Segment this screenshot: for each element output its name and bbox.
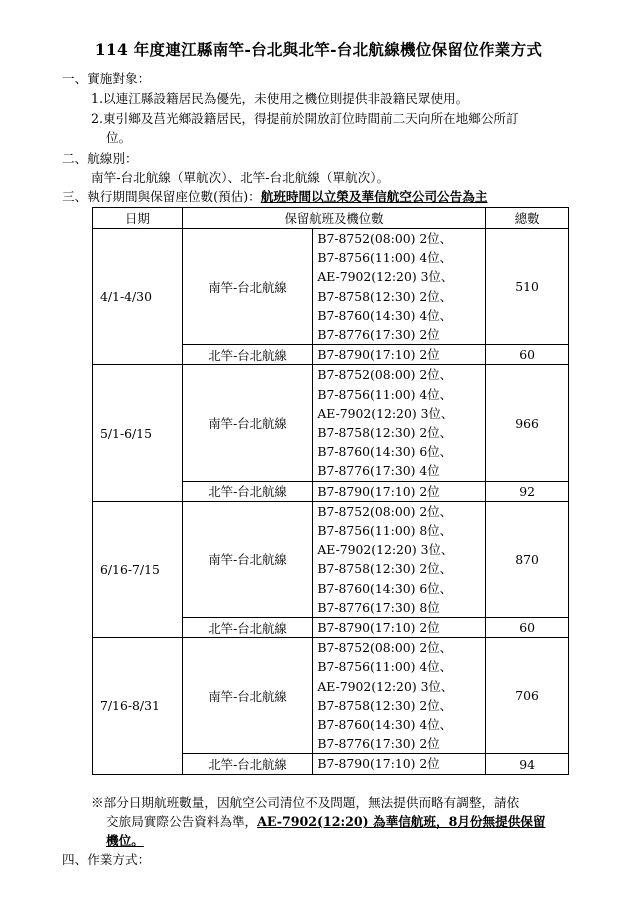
route-beigan: 北竿-台北航線 [182, 481, 313, 501]
period-date: 7/16-8/31 [93, 638, 183, 774]
flight-entry: B7-8760(14:30) 6位、 [317, 580, 453, 596]
flight-entry: B7-8776(17:30) 2位 [317, 736, 440, 752]
flight-entry: B7-8760(14:30) 4位、 [317, 307, 453, 323]
section4-heading: 四、作業方式： [62, 852, 151, 867]
page-title: 114 年度連江縣南竿-台北與北竿-台北航線機位保留位作業方式 [94, 40, 543, 59]
note-line2-text: 交旅局實際公告資料為準， [106, 814, 258, 829]
period-date: 5/1-6/15 [93, 365, 183, 501]
note-line2 [106, 813, 546, 830]
note-line2-emphasis: AE-7902(12:20) 為華信航班，8月份無提供保留 [257, 814, 546, 829]
flight-entry: B7-8758(12:30) 2位、 [317, 425, 453, 441]
flight-entry: B7-8752(08:00) 2位、 [317, 640, 453, 656]
section1-heading: 一、實施對象： [62, 71, 151, 86]
flight-entry: B7-8752(08:00) 2位、 [317, 231, 453, 246]
header-flights: 保留航班及機位數 [182, 208, 485, 229]
route-beigan: 北竿-台北航線 [182, 618, 313, 638]
flight-entry: B7-8758(12:30) 2位、 [317, 697, 453, 713]
table-row [93, 501, 569, 617]
nangan-flights [313, 638, 486, 754]
section2-heading: 二、航線別： [62, 151, 138, 166]
note-line1: ※部分日期航班數量，因航空公司清位不及問題，無法提供而略有調整，請依 [91, 795, 520, 810]
flight-entry: AE-7902(12:20) 3位、 [317, 405, 454, 421]
nangan-flights [313, 365, 486, 481]
beigan-total: 60 [486, 345, 569, 365]
nangan-total: 966 [486, 365, 569, 481]
route-nangan: 南竿-台北航線 [182, 365, 313, 481]
reserved-seats-table [92, 207, 569, 775]
flight-entry: B7-8776(17:30) 4位 [317, 463, 440, 479]
header-total: 總數 [486, 208, 569, 229]
table-header-row [93, 208, 569, 229]
flight-entry: B7-8752(08:00) 2位、 [317, 503, 453, 519]
beigan-flight: B7-8790(17:10) 2位 [313, 481, 486, 501]
section1-item2-line1: 2.東引鄉及莒光鄉設籍居民，得提前於開放訂位時間前二天向所在地鄉公所訂 [91, 111, 519, 126]
flight-entry: B7-8776(17:30) 8位 [317, 599, 440, 615]
table-row [93, 365, 569, 481]
route-nangan: 南竿-台北航線 [182, 638, 313, 754]
nangan-total: 706 [486, 638, 569, 754]
flight-entry: B7-8756(11:00) 4位、 [317, 250, 453, 266]
section1-item1: 1.以連江縣設籍居民為優先，未使用之機位則提供非設籍民眾使用。 [91, 91, 469, 106]
route-nangan: 南竿-台北航線 [182, 501, 313, 617]
note-line3-emphasis: 機位。 [106, 833, 144, 848]
beigan-flight: B7-8790(17:10) 2位 [313, 618, 486, 638]
beigan-flight: B7-8790(17:10) 2位 [313, 345, 486, 365]
section3-heading-text: 三、執行期間與保留座位數(預估)： [62, 189, 261, 204]
nangan-total: 510 [486, 229, 569, 345]
period-date: 6/16-7/15 [93, 501, 183, 637]
section1-item2-line2: 位。 [106, 130, 132, 145]
note-line3 [106, 832, 144, 849]
flight-entry: B7-8756(11:00) 4位、 [317, 659, 453, 675]
section3-heading-emphasis: 航班時間以立榮及華信航空公司公告為主 [260, 189, 488, 204]
flight-entry: AE-7902(12:20) 3位、 [317, 269, 454, 285]
beigan-total: 60 [486, 618, 569, 638]
table-row [93, 229, 569, 345]
beigan-total: 94 [486, 754, 569, 774]
flight-entry: AE-7902(12:20) 3位、 [317, 678, 454, 694]
flight-entry: B7-8752(08:00) 2位、 [317, 367, 453, 383]
flight-entry: AE-7902(12:20) 3位、 [317, 542, 454, 558]
flight-entry: B7-8756(11:00) 8位、 [317, 523, 453, 539]
section2-routes: 南竿-台北航線（單航次）、北竿-台北航線（單航次）。 [91, 170, 390, 185]
nangan-total: 870 [486, 501, 569, 617]
beigan-total: 92 [486, 481, 569, 501]
flight-entry: B7-8758(12:30) 2位、 [317, 288, 453, 304]
nangan-flights [313, 501, 486, 617]
route-beigan: 北竿-台北航線 [182, 754, 313, 774]
header-date: 日期 [93, 208, 183, 229]
flight-entry: B7-8758(12:30) 2位、 [317, 561, 453, 577]
flight-entry: B7-8760(14:30) 6位、 [317, 444, 453, 460]
route-beigan: 北竿-台北航線 [182, 345, 313, 365]
section3-heading [62, 188, 487, 205]
table-row [93, 638, 569, 754]
route-nangan: 南竿-台北航線 [182, 229, 313, 345]
period-date: 4/1-4/30 [93, 229, 183, 365]
nangan-flights [313, 229, 486, 345]
flight-entry: B7-8760(14:30) 4位、 [317, 717, 453, 733]
flight-entry: B7-8756(11:00) 4位、 [317, 386, 453, 402]
beigan-flight: B7-8790(17:10) 2位 [313, 754, 486, 774]
flight-entry: B7-8776(17:30) 2位 [317, 327, 440, 343]
